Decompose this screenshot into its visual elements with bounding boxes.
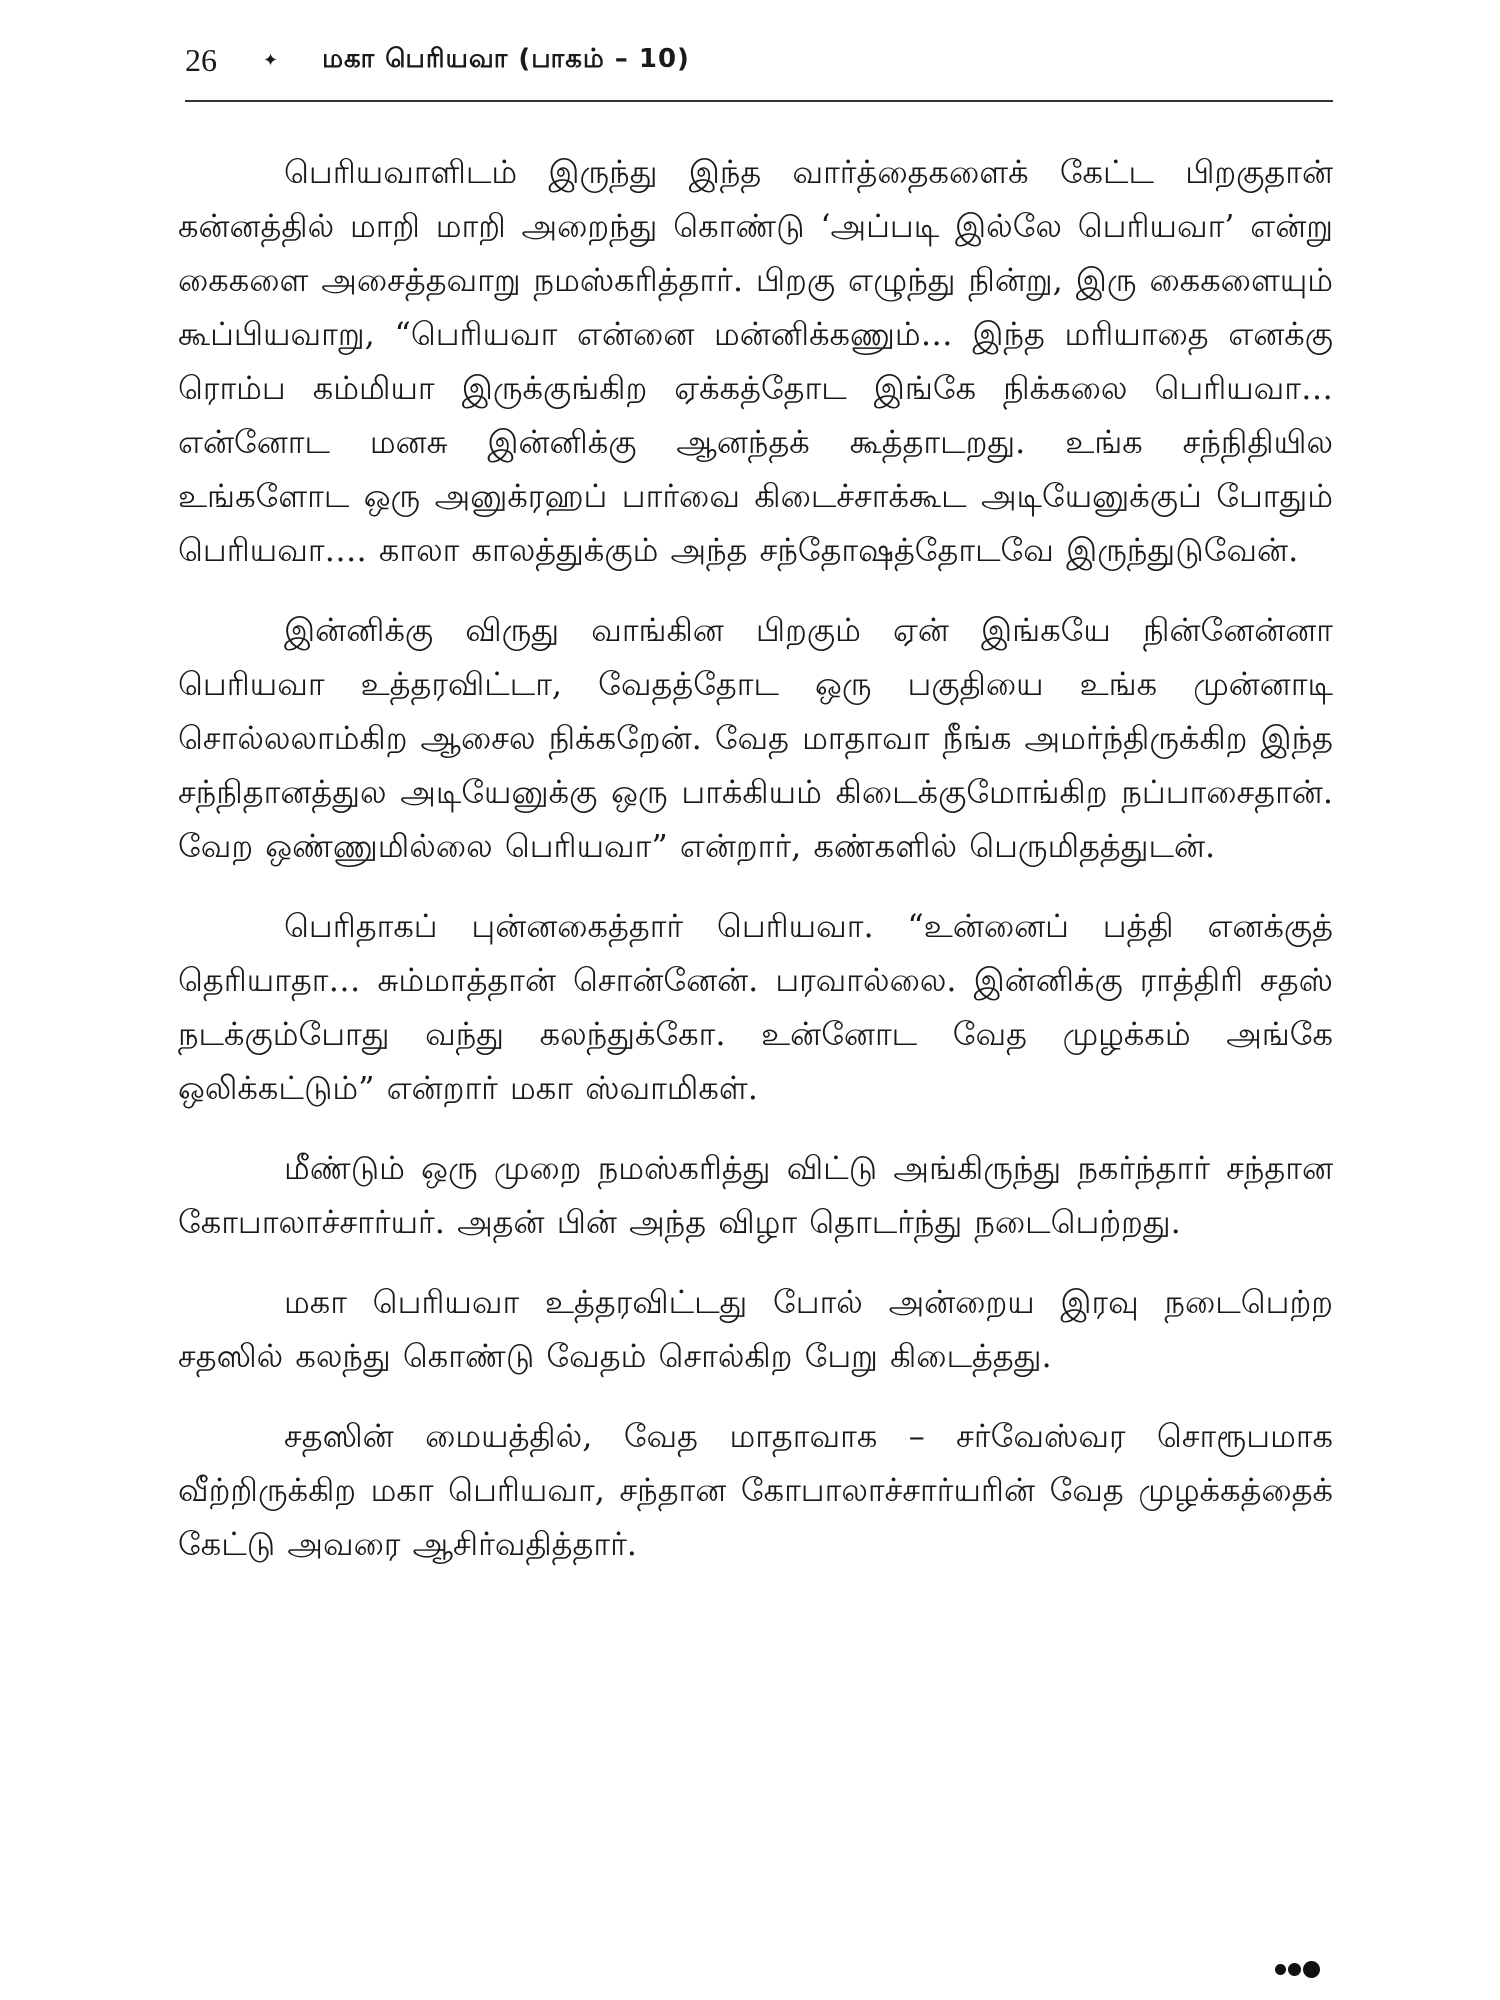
star-ornament-icon: ✦ bbox=[263, 49, 279, 71]
paragraph: மீண்டும் ஒரு முறை நமஸ்கரித்து விட்டு அங்கிருந்து நகர்ந்தார் சந்தான கோபாலாச்சார்யர். அதன் பின் அந்த விழா தொடர்ந்து நடைபெற்றது. bbox=[178, 1149, 1333, 1241]
page-number: 26 bbox=[185, 41, 217, 78]
header-divider bbox=[185, 100, 1333, 102]
paragraph: சதஸின் மையத்தில், வேத மாதாவாக – சர்வேஸ்வர சொரூபமாக வீற்றிருக்கிற மகா பெரியவா, சந்தான கோபாலாச்சார்யரின் வேத முழக்கத்தைக் கேட்டு அவரை ஆசிர்வதித்தார். bbox=[178, 1417, 1333, 1563]
running-title: மகா பெரியவா (பாகம் – 10) bbox=[322, 43, 690, 74]
page-end-dots-icon bbox=[1275, 1961, 1320, 1978]
body-text bbox=[178, 145, 1333, 1597]
dot-icon bbox=[1288, 1963, 1301, 1976]
paragraph: பெரிதாகப் புன்னகைத்தார் பெரியவா. “உன்னைப் பத்தி எனக்குத் தெரியாதா… சும்மாத்தான் சொன்னேன். பரவால்லை. இன்னிக்கு ராத்திரி சதஸ் நடக்கும்போது வந்து கலந்துக்கோ. உன்னோட வேத முழக்கம் அங்கே ஒலிக்கட்டும்” என்றார் மகா ஸ்வாமிகள். bbox=[178, 907, 1333, 1107]
paragraph: மகா பெரியவா உத்தரவிட்டது போல் அன்றைய இரவு நடைபெற்ற சதஸில் கலந்து கொண்டு வேதம் சொல்கிற பேறு கிடைத்தது. bbox=[178, 1283, 1333, 1375]
dot-icon bbox=[1275, 1964, 1286, 1975]
dot-icon bbox=[1303, 1961, 1320, 1978]
page-header bbox=[185, 30, 690, 90]
paragraph: இன்னிக்கு விருது வாங்கின பிறகும் ஏன் இங்கயே நின்னேன்னா பெரியவா உத்தரவிட்டா, வேதத்தோட ஒரு பகுதியை உங்க முன்னாடி சொல்லலாம்கிற ஆசைல நிக்கறேன். வேத மாதாவா நீங்க அமர்ந்திருக்கிற இந்த சந்நிதானத்துல அடியேனுக்கு ஒரு பாக்கியம் கிடைக்குமோங்கிற நப்பாசைதான். வேற ஒண்ணுமில்லை பெரியவா” என்றார், கண்களில் பெருமிதத்துடன். bbox=[178, 611, 1333, 865]
paragraph: பெரியவாளிடம் இருந்து இந்த வார்த்தைகளைக் கேட்ட பிறகுதான் கன்னத்தில் மாறி மாறி அறைந்து கொண்டு ‘அப்படி இல்லே பெரியவா’ என்று கைகளை அசைத்தவாறு நமஸ்கரித்தார். பிறகு எழுந்து நின்று, இரு கைகளையும் கூப்பியவாறு, “பெரியவா என்னை மன்னிக்கணும்… இந்த மரியாதை எனக்கு ரொம்ப கம்மியா இருக்குங்கிற ஏக்கத்தோட இங்கே நிக்கலை பெரியவா… என்னோட மனசு இன்னிக்கு ஆனந்தக் கூத்தாடறது. உங்க சந்நிதியில உங்களோட ஒரு அனுக்ரஹப் பார்வை கிடைச்சாக்கூட அடியேனுக்குப் போதும் பெரியவா…. காலா காலத்துக்கும் அந்த சந்தோஷத்தோடவே இருந்துடுவேன். bbox=[178, 153, 1333, 569]
